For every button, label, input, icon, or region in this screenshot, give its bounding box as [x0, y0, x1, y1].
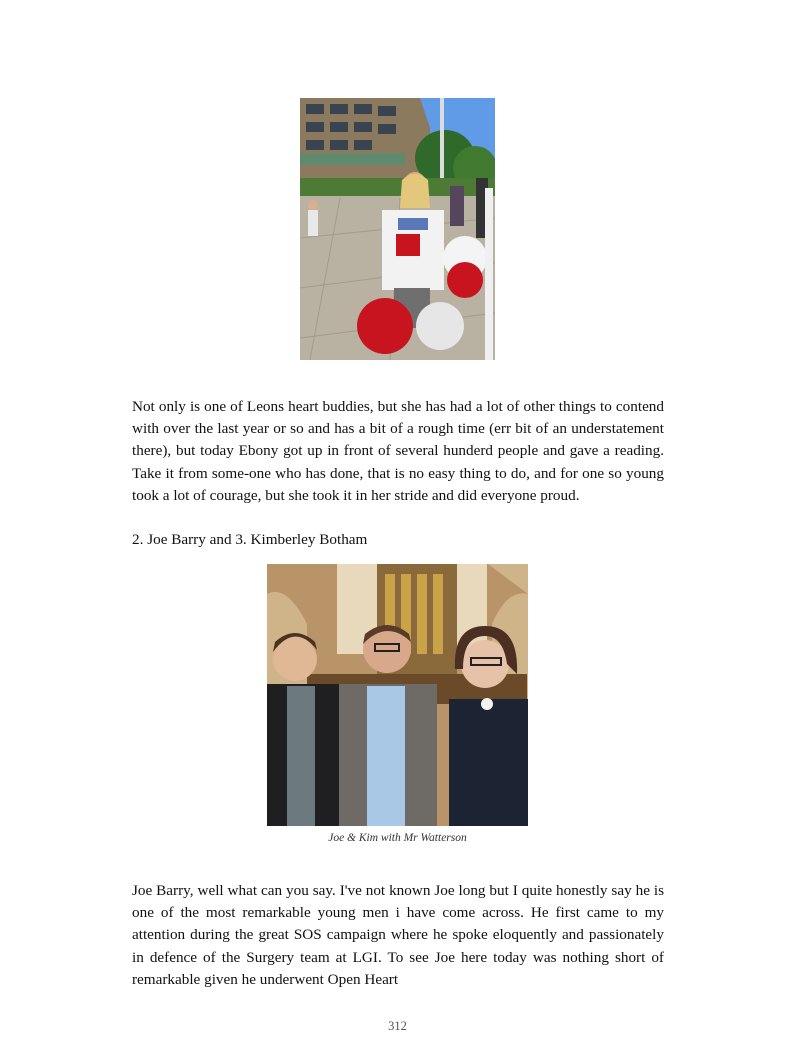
photo-caption: Joe & Kim with Mr Watterson — [328, 832, 467, 844]
photo-girl-with-pompoms — [300, 98, 495, 360]
page-number: 312 — [388, 1019, 407, 1033]
paragraph-ebony: Not only is one of Leons heart buddies, but she has had a lot of other things to contend with over the last year or so and has a bit of a rough time (err bit of an understatement there), but today Ebony got up in front of several hunderd people and gave a reading. Take it from some-one who has done, that is no easy thing to do, and for one so young took a lot of courage, but she took it in her stride and did everyone proud. — [132, 398, 664, 504]
list-heading: 2. Joe Barry and 3. Kimberley Botham — [132, 531, 368, 548]
paragraph-joe-barry: Joe Barry, well what can you say. I've not known Joe long but I quite honestly say he is one of the most remarkable young men i have come across. He first came to my attention during the great SOS campaign where he spoke eloquently and passionately in defence of the Surgery team at LGI. To see Joe here today was nothing short of remarkable given he underwent Open Heart — [132, 882, 664, 988]
photo-joe-kim-mr-watterson — [267, 564, 528, 826]
